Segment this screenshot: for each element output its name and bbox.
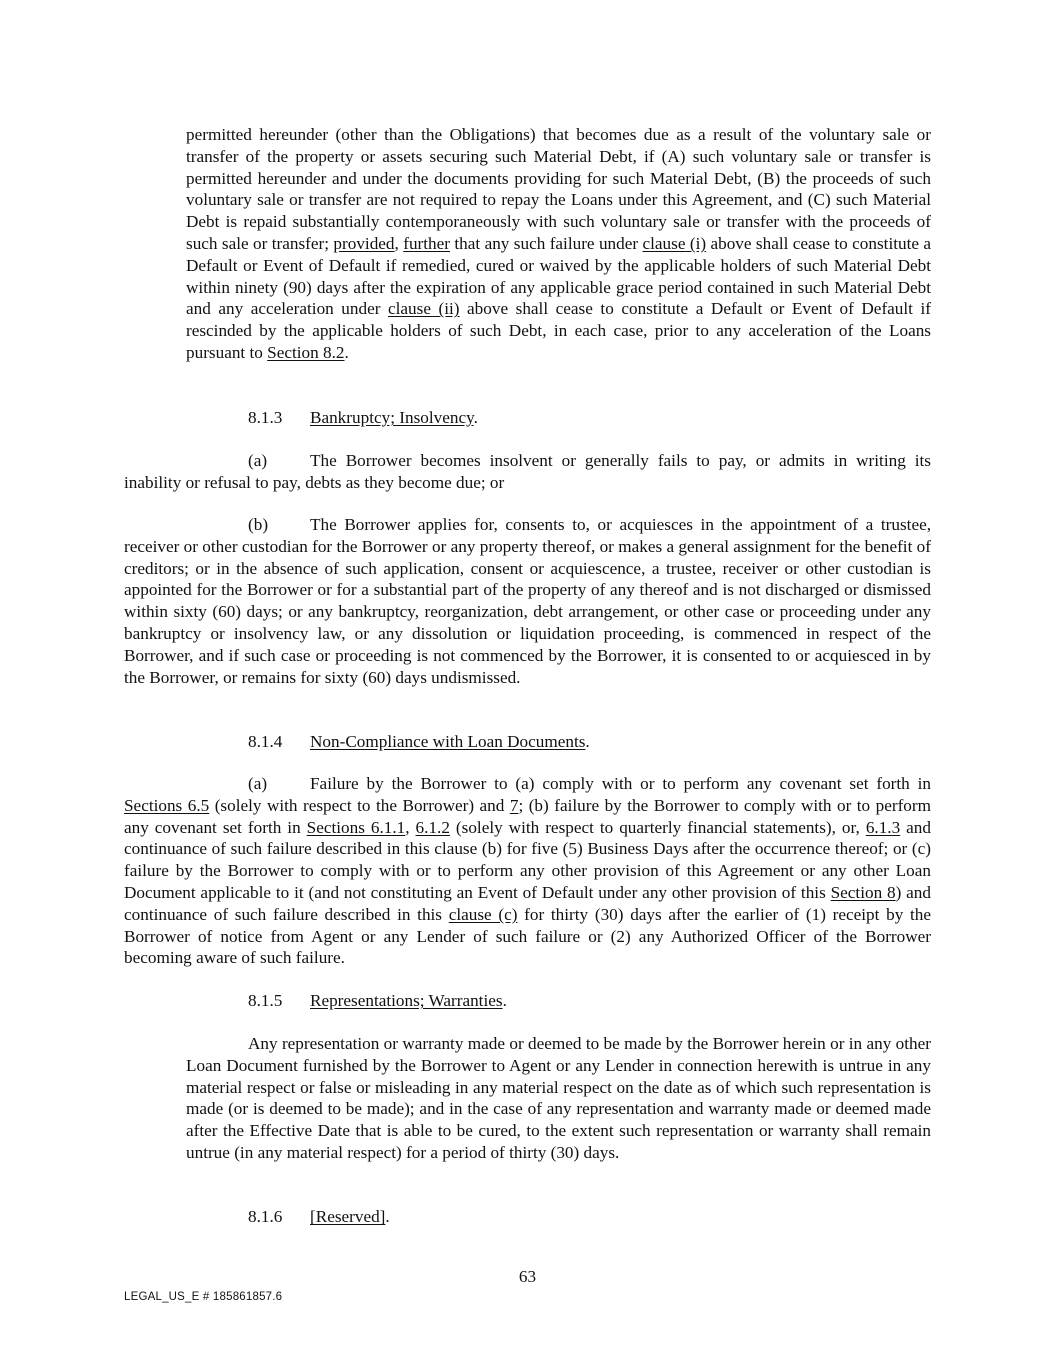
- section-6-1-3-link[interactable]: 6.1.3: [865, 817, 901, 837]
- clause-i-link[interactable]: clause (i): [642, 233, 707, 253]
- clause-label: (b): [248, 515, 269, 534]
- section-title-period: .: [385, 1207, 390, 1226]
- clause-text: ,: [405, 817, 416, 837]
- clause-8-1-5-text: Any representation or warranty made or deemed to be made by the Borrower herein or in any other Loan Document furnished by the Borrower to Agent or any Lender in connection herewith is untrue in any material respect or false or misleading in any material respect on the date as of which such representation is made (or is deemed to be made); and in the case of any representation and warranty made or deemed made after the Effective Date that is able to be cured, to the extent such representation or warranty shall remain untrue (in any material respect) for a period of thirty (30) days.: [186, 1034, 931, 1162]
- section-8-2-link[interactable]: Section 8.2: [267, 342, 345, 362]
- further-link[interactable]: further: [403, 233, 450, 253]
- sections-6-1-1-link[interactable]: Sections 6.1.1: [306, 817, 406, 837]
- section-title: Bankruptcy; Insolvency: [310, 408, 474, 427]
- clause-label: (a): [248, 774, 268, 793]
- clause-c-link[interactable]: clause (c): [448, 904, 518, 924]
- clause-text: ) and continuance of such failure described in this: [124, 882, 931, 924]
- section-title-period: .: [585, 732, 590, 751]
- section-heading-8-1-6: [248, 1206, 390, 1228]
- section-number: 8.1.3: [248, 408, 283, 427]
- intro-text: .: [344, 342, 349, 362]
- clause-text: (solely with respect to quarterly financial statements), or,: [449, 817, 866, 837]
- intro-text: ,: [394, 233, 404, 253]
- section-title-period: .: [473, 408, 478, 427]
- section-number: 8.1.6: [248, 1207, 283, 1226]
- section-title-period: .: [502, 991, 507, 1010]
- sections-6-5-link[interactable]: Sections 6.5: [124, 795, 210, 815]
- clause-8-1-3-a: [124, 450, 931, 494]
- section-title: Representations; Warranties: [310, 991, 503, 1010]
- section-number: 8.1.5: [248, 991, 283, 1010]
- document-id: LEGAL_US_E # 185861857.6: [124, 1291, 283, 1303]
- section-6-1-2-link[interactable]: 6.1.2: [415, 817, 450, 837]
- section-title: [Reserved]: [310, 1207, 386, 1226]
- intro-text: that any such failure under: [450, 233, 643, 253]
- section-heading-8-1-5: [248, 990, 507, 1012]
- intro-paragraph: [186, 124, 931, 364]
- clause-label: (a): [248, 451, 268, 470]
- section-8-link[interactable]: Section 8: [830, 882, 896, 902]
- intro-text: above shall cease to constitute a Default or Event of Default if rescinded by the applicable holders of such Debt, in each case, prior to any acceleration of the Loans pursuant to: [186, 299, 931, 362]
- clause-text: ; (b) failure by the Borrower to comply with or to perform any covenant set forth in: [124, 795, 931, 837]
- clause-text: and continuance of such failure described in this clause (b) for five (5) Business Days after the occurrence thereof; or (c) failure by the Borrower to comply with or to perform any other provision of this Agreement or any other Loan Document applicable to it (and not constituting an Event of Default under any other provision of this: [124, 817, 931, 902]
- provided-link[interactable]: provided: [333, 233, 395, 253]
- clause-8-1-4-a: [124, 773, 931, 969]
- section-heading-8-1-3: [248, 407, 478, 429]
- clause-text: for thirty (30) days after the earlier of (1) receipt by the Borrower of notice from Agent or any Lender of such failure or (2) any Authorized Officer of the Borrower becoming aware of such failure.: [124, 904, 932, 968]
- clause-ii-link[interactable]: clause (ii): [388, 299, 460, 319]
- clause-text: (solely with respect to the Borrower) and: [209, 795, 510, 815]
- section-7-link[interactable]: 7: [509, 795, 519, 815]
- clause-text: Failure by the Borrower to (a) comply with or to perform any covenant set forth in: [310, 774, 931, 793]
- section-number: 8.1.4: [248, 732, 283, 751]
- intro-text: permitted hereunder (other than the Obligations) that becomes due as a result of the voluntary sale or transfer of the property or assets securing such Material Debt, if (A) such voluntary sale or transfer is permitted hereunder and under the documents providing for such Material Debt, (B) the proceeds of such voluntary sale or transfer are not required to repay the Loans under this Agreement, and (C) such Material Debt is repaid substantially contemporaneously with such voluntary sale or transfer with the proceeds of such sale or transfer;: [186, 125, 931, 253]
- clause-text: The Borrower becomes insolvent or generally fails to pay, or admits in writing its inability or refusal to pay, debts as they become due; or: [124, 451, 931, 492]
- clause-8-1-3-b: [124, 514, 931, 688]
- clause-text: The Borrower applies for, consents to, or acquiesces in the appointment of a trustee, receiver or other custodian for the Borrower or any property thereof, or makes a general assignment for the benefit of creditors; or in the absence of such application, consent or acquiescence, a trustee, receiver or other custodian is appointed for the Borrower or for a substantial part of the property of any thereof and is not discharged or dismissed within sixty (60) days; or any bankruptcy, reorganization, debt arrangement, or other case or proceeding under any bankruptcy or insolvency law, or any dissolution or liquidation proceeding, is commenced in respect of the Borrower, and if such case or proceeding is not commenced by the Borrower, it is consented to or acquiesced in by the Borrower, or remains for sixty (60) days undismissed.: [124, 515, 931, 687]
- intro-text: above shall cease to constitute a Default or Event of Default if remedied, cured or waived by the applicable holders of such Material Debt within ninety (90) days after the expiration of any applicable grace period contained in such Material Debt and any acceleration under: [186, 233, 932, 319]
- section-heading-8-1-4: [248, 731, 590, 753]
- section-title: Non-Compliance with Loan Documents: [310, 732, 586, 751]
- page-number: 63: [518, 1267, 537, 1286]
